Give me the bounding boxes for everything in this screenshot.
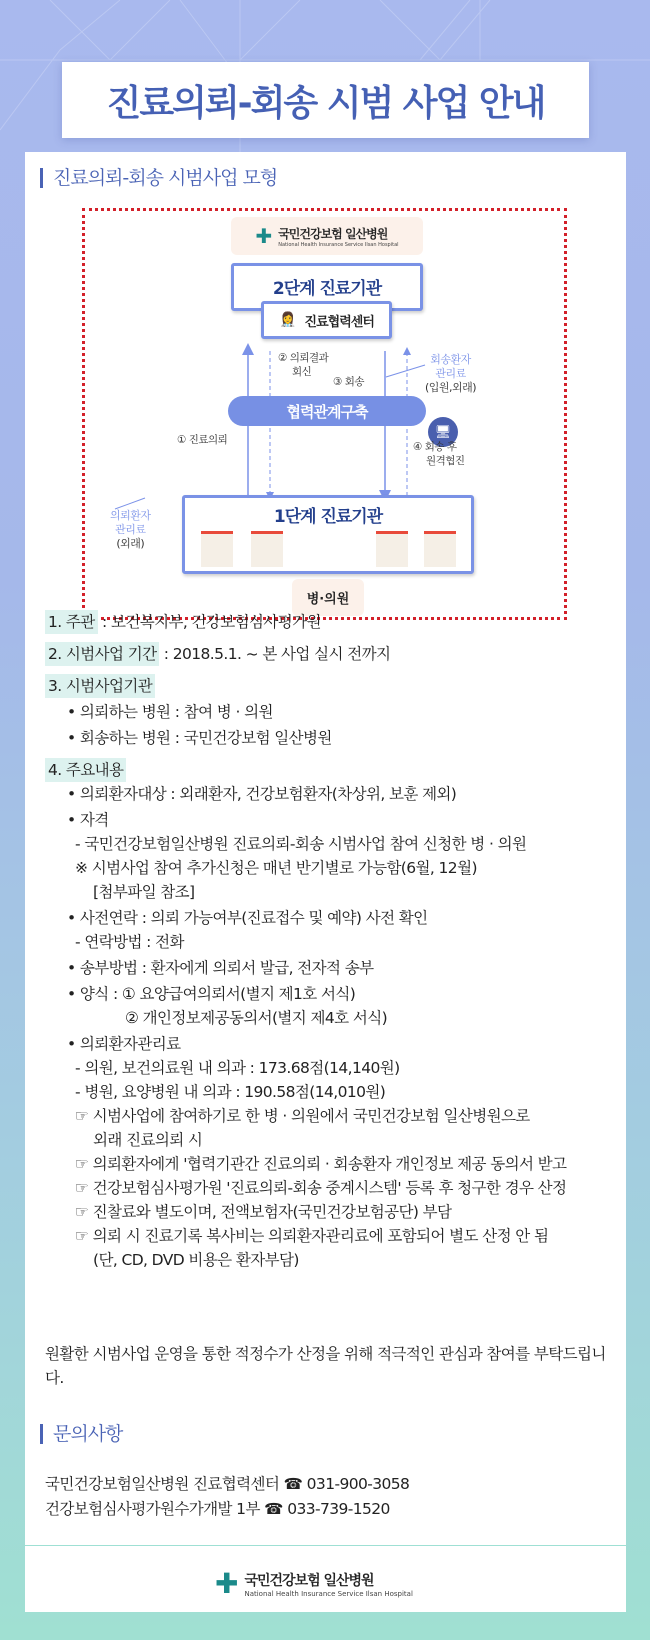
list-item: ② 개인정보제공동의서(별지 제4호 서식) <box>125 1009 388 1027</box>
list-item: - 의원, 보건의료원 내 의과 : 173.68점(14,140원) <box>75 1059 400 1077</box>
flow-1-label: ① 진료의뢰 <box>177 434 228 446</box>
center-label: 진료협력센터 <box>304 314 374 330</box>
list-item: ☞ 의뢰 시 진료기록 복사비는 의뢰환자관리료에 포함되어 별도 산정 안 됨 <box>75 1227 549 1245</box>
cooperation-center-box <box>261 301 392 339</box>
section-2-label: 2. 시범사업 기간 <box>45 642 159 666</box>
footer-logo <box>215 1567 413 1600</box>
referral-model-diagram <box>82 208 567 620</box>
stage1-box <box>182 495 474 574</box>
building-icon <box>376 531 408 567</box>
title-banner <box>62 62 589 138</box>
building-icon <box>251 531 283 567</box>
footer-logo-name-en: National Health Insurance Service Ilsan Hospital <box>244 1589 413 1598</box>
model-section-heading: 진료의뢰-회송 시범사업 모형 <box>40 168 277 188</box>
return-fee-label: 회송환자 관리료 (입원,외래) <box>425 353 477 394</box>
contact-heading: 문의사항 <box>40 1424 122 1444</box>
section-4-label: 4. 주요내용 <box>45 758 126 782</box>
list-item: ☞ 의뢰환자에게 '협력기관간 진료의뢰 · 회송환자 개인정보 제공 동의서 받고 <box>75 1155 567 1173</box>
footer-divider <box>25 1545 626 1546</box>
contact-line <box>45 1497 409 1522</box>
section-1-value: : 보건복지부, 건강보험심사평가원 <box>97 613 321 631</box>
hospital-logo-icon: ✚ <box>215 1567 239 1600</box>
list-item: • 의뢰환자대상 : 외래환자, 건강보험환자(차상위, 보훈 제외) <box>67 785 457 803</box>
contact-line <box>45 1472 409 1497</box>
stage2-box: 2단계 진료기관 <box>231 263 423 311</box>
referral-fee-pointer <box>115 498 145 509</box>
building-icon <box>424 531 456 567</box>
nurse-icon: 👩‍⚕️ <box>279 312 297 328</box>
list-item: - 국민건강보험일산병원 진료의뢰-회송 시범사업 참여 신청한 병 · 의원 <box>75 835 527 853</box>
phone-icon: ☎ <box>283 1475 303 1493</box>
list-item: 외래 진료의뢰 시 <box>93 1131 203 1149</box>
clinic-box: 병·의원 <box>292 579 364 616</box>
logo-name-kr: 국민건강보험 일산병원 <box>278 226 388 241</box>
phone-icon: ☎ <box>264 1500 283 1518</box>
flow-3-label: ③ 회송 <box>333 376 365 388</box>
section-1-label: 1. 주관 <box>45 610 98 634</box>
list-item: ☞ 진찰료와 별도이며, 전액보험자(국민건강보험공단) 부담 <box>75 1203 452 1221</box>
list-item: - 연락방법 : 전화 <box>75 933 184 951</box>
cooperation-pill: 협력관계구축 <box>228 396 426 426</box>
flow-2-label: ② 의뢰결과 회신 <box>278 352 329 378</box>
list-item: (단, CD, DVD 비용은 환자부담) <box>93 1251 299 1269</box>
building-icon <box>201 531 233 567</box>
return-fee-pointer <box>386 365 425 377</box>
logo-name-en: National Health Insurance Service Ilsan Hospital <box>278 241 399 248</box>
list-item: • 사전연락 : 의뢰 가능여부(진료접수 및 예약) 사전 확인 <box>67 909 428 927</box>
hospital-logo <box>231 217 423 255</box>
list-item: ※ 시범사업 참여 추가신청은 매년 반기별로 가능함(6월, 12월) <box>75 859 477 877</box>
program-details <box>45 610 620 1272</box>
section-3-label: 3. 시범사업기관 <box>45 674 155 698</box>
hospital-building-icons <box>201 531 456 567</box>
list-item: • 의뢰하는 병원 : 참여 병 · 의원 <box>67 703 273 721</box>
list-item: • 양식 : ① 요양급여의뢰서(별지 제1호 서식) <box>67 985 356 1003</box>
section-2-value: : 2018.5.1. ~ 본 사업 실시 전까지 <box>159 645 391 663</box>
phone-number: 031-900-3058 <box>306 1475 410 1493</box>
stage1-label: 1단계 진료기관 <box>273 507 383 527</box>
flow-4-label: ④ 회송 후 원격협진 <box>413 441 465 467</box>
list-item: • 회송하는 병원 : 국민건강보험 일산병원 <box>67 729 332 747</box>
list-item: ☞ 건강보험심사평가원 '진료의뢰-회송 중계시스템' 등록 후 청구한 경우 산정 <box>75 1179 567 1197</box>
list-item: • 송부방법 : 환자에게 의뢰서 발급, 전자적 송부 <box>67 959 374 977</box>
content-card <box>25 152 626 1612</box>
page-title: 진료의뢰-회송 시범 사업 안내 <box>106 82 545 124</box>
hospital-logo-icon: ✚ <box>255 224 273 248</box>
list-item: ☞ 시범사업에 참여하기로 한 병 · 의원에서 국민건강보험 일산병원으로 <box>75 1107 530 1125</box>
referral-fee-label: 의뢰환자 관리료 (외래) <box>110 509 151 550</box>
closing-message: 원활한 시범사업 운영을 통한 적정수가 산정을 위해 적극적인 관심과 참여를 부탁드립니다. <box>45 1345 606 1387</box>
list-item: [첨부파일 참조] <box>93 883 195 901</box>
footer-logo-name-kr: 국민건강보험 일산병원 <box>244 1572 374 1589</box>
phone-number: 033-739-1520 <box>287 1500 390 1518</box>
list-item: • 자격 <box>67 811 109 829</box>
monitor-icon: 🖥 <box>428 417 458 447</box>
contact-org: 건강보험심사평가원수가개발 1부 <box>45 1500 260 1518</box>
contact-org: 국민건강보험일산병원 진료협력센터 <box>45 1475 280 1493</box>
list-item: - 병원, 요양병원 내 의과 : 190.58점(14,010원) <box>75 1083 386 1101</box>
list-item: • 의뢰환자관리료 <box>67 1035 181 1053</box>
contact-list <box>45 1472 409 1522</box>
